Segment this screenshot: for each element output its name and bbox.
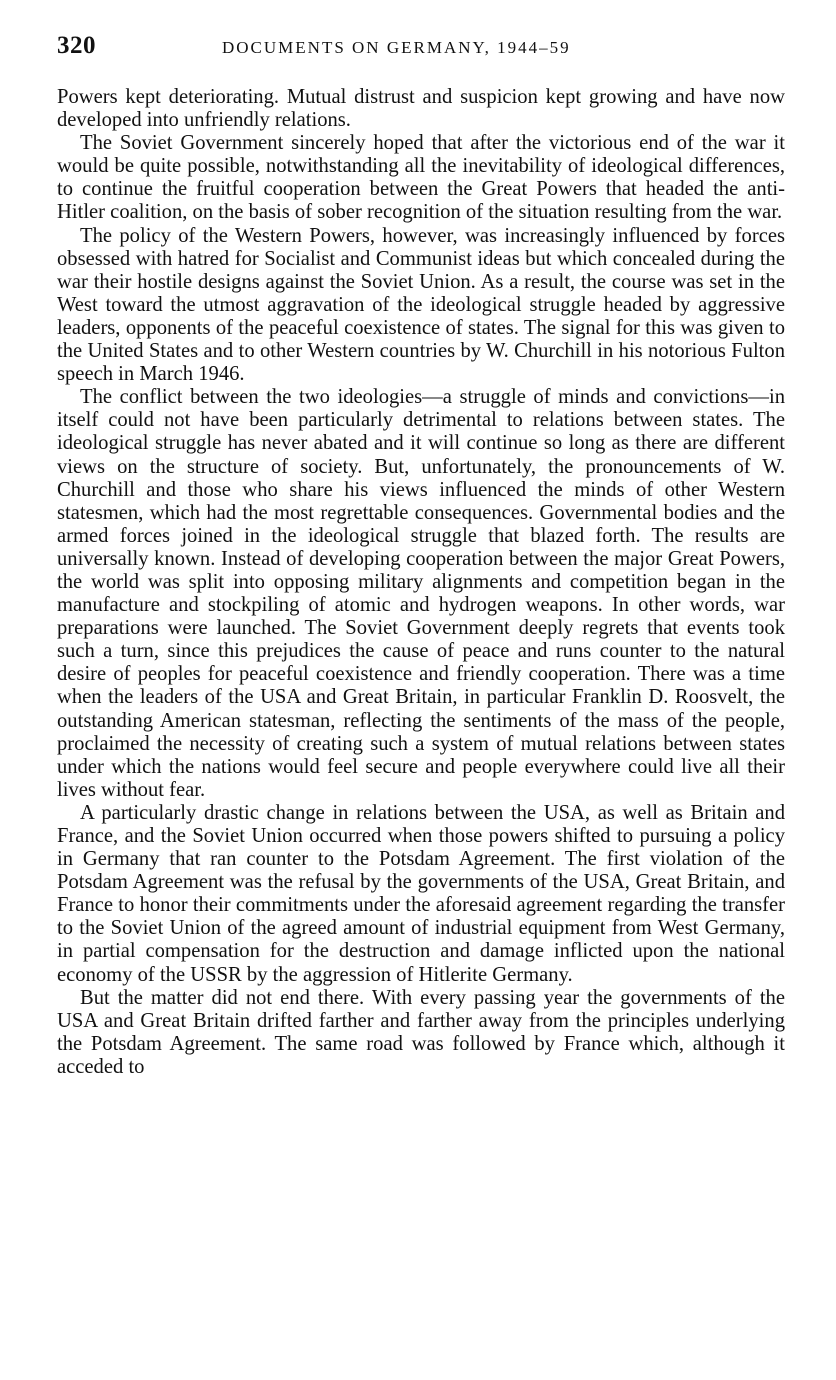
running-head bbox=[57, 32, 785, 66]
paragraph: A particularly drastic change in relations between the USA, as well as Britain and France, and the Soviet Union occurred when those powers shifted to pursuing a policy in Germany that ran counter to the Potsdam Agreement. The first violation of the Potsdam Agreement was the refusal by the governments of the USA, Great Britain, and France to honor their commitments under the aforesaid agreement regarding the transfer to the Soviet Union of the agreed amount of industrial equipment from West Germany, in partial compensation for the destruction and damage inflicted upon the national economy of the USSR by the aggression of Hitlerite Germany. bbox=[57, 801, 785, 986]
paragraph: The Soviet Government sincerely hoped that after the victorious end of the war it would be quite possible, notwithstanding all the inevitability of ideological differences, to continue the fruitful cooperation between the Great Powers that headed the anti-Hitler coalition, on the basis of sober recognition of the situation resulting from the war. bbox=[57, 132, 785, 224]
body-text bbox=[57, 86, 785, 1079]
paragraph: But the matter did not end there. With every passing year the governments of the USA and Great Britain drifted farther and farther away from the principles underlying the Potsdam Agreement. The same road was followed by France which, although it acceded to bbox=[57, 986, 785, 1078]
paragraph: The conflict between the two ideologies—a struggle of minds and convictions—in itself could not have been particularly detrimental to relations between states. The ideological struggle has never abated and it will continue so long as there are different views on the structure of society. But, unfortunately, the pronouncements of W. Churchill and those who share his views influenced the minds of other Western statesmen, which had the most regrettable consequences. Governmental bodies and the armed forces joined in the ideological struggle that blazed forth. The results are universally known. Instead of developing cooperation between the major Great Powers, the world was split into opposing military alignments and competition began in the manufacture and stockpiling of atomic and hydrogen weapons. In other words, war preparations were launched. The Soviet Government deeply regrets that events took such a turn, since this prejudices the cause of peace and runs counter to the natural desire of peoples for peaceful coexistence and friendly cooperation. There was a time when the leaders of the USA and Great Britain, in particular Franklin D. Roosvelt, the outstanding American statesman, reflecting the sentiments of the mass of the people, proclaimed the necessity of creating such a system of mutual relations between states under which the nations would feel secure and people everywhere could live all their lives without fear. bbox=[57, 386, 785, 801]
paragraph-continuation: Powers kept deteriorating. Mutual distrust and suspicion kept growing and have now developed into unfriendly relations. bbox=[57, 86, 785, 132]
page-number: 320 bbox=[57, 32, 96, 59]
paragraph: The policy of the Western Powers, however, was increasingly influenced by forces obsessed with hatred for Socialist and Communist ideas but which concealed during the war their hostile designs against the Soviet Union. As a result, the course was set in the West toward the utmost aggravation of the ideological struggle headed by aggressive leaders, opponents of the peaceful coexistence of states. The signal for this was given to the United States and to other Western countries by W. Churchill in his notorious Fulton speech in March 1946. bbox=[57, 224, 785, 386]
running-title: DOCUMENTS ON GERMANY, 1944–59 bbox=[222, 38, 571, 57]
